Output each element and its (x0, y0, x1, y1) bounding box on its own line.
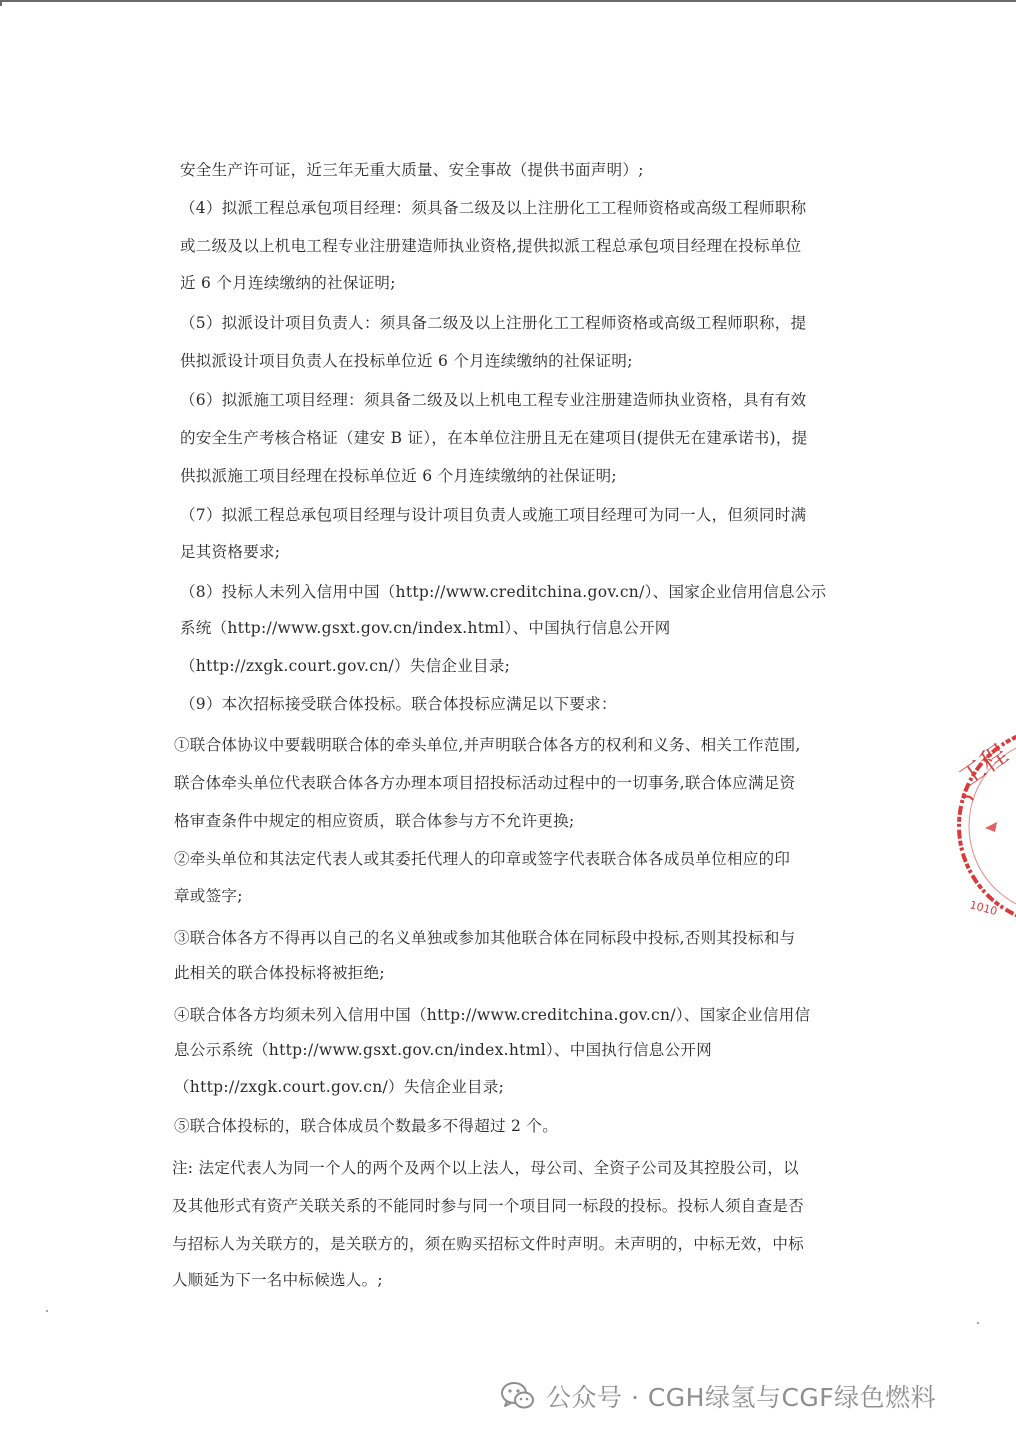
text-line: ③联合体各方不得再以自己的名义单独或参加其他联合体在同标段中投标,否则其投标和与 (174, 929, 796, 947)
watermark (500, 1376, 936, 1416)
text-line: 足其资格要求; (180, 543, 281, 561)
scan-speck (977, 1322, 979, 1324)
text-line: 息公示系统（http://www.gsxt.gov.cn/index.html）、中国执行信息公开网 (174, 1041, 712, 1059)
text-line: 的安全生产考核合格证（建安 B 证），在本单位注册且无在建项目(提供无在建承诺书)，提 (180, 429, 808, 447)
text-line: 与招标人为关联方的，是关联方的，须在购买招标文件时声明。未声明的，中标无效，中标 (172, 1235, 805, 1253)
text-line: （9）本次招标接受联合体投标。联合体投标应满足以下要求： (180, 695, 617, 713)
stamp-number: 1010 (968, 898, 999, 919)
text-line: （4）拟派工程总承包项目经理：须具备二级及以上注册化工工程师资格或高级工程师职称 (180, 199, 807, 217)
text-line: （8）投标人未列入信用中国（http://www.creditchina.gov.cn/）、国家企业信用信息公示 (180, 583, 827, 601)
text-line: 格审查条件中规定的相应资质，联合体参与方不允许更换; (174, 812, 575, 830)
text-line: 近 6 个月连续缴纳的社保证明; (180, 274, 396, 292)
text-line: 人顺延为下一名中标候选人。; (172, 1271, 383, 1289)
text-line: 供拟派设计项目负责人在投标单位近 6 个月连续缴纳的社保证明; (180, 352, 633, 370)
text-line: ⑤联合体投标的，联合体成员个数最多不得超过 2 个。 (174, 1117, 559, 1135)
stamp-text: 工程 (953, 739, 1014, 794)
text-line: （7）拟派工程总承包项目经理与设计项目负责人或施工项目经理可为同一人，但须同时满 (180, 506, 807, 524)
text-line: 联合体牵头单位代表联合体各方办理本项目招投标活动过程中的一切事务,联合体应满足资 (174, 774, 796, 792)
text-line: （6）拟派施工项目经理：须具备二级及以上机电工程专业注册建造师执业资格，具有有效 (180, 391, 807, 409)
text-line: 注: 法定代表人为同一个人的两个及两个以上法人，母公司、全资子公司及其控股公司，以 (172, 1159, 799, 1177)
text-line: ①联合体协议中要载明联合体的牵头单位,并声明联合体各方的权利和义务、相关工作范围, (174, 736, 801, 754)
text-line: 章或签字; (174, 887, 243, 905)
text-line: 安全生产许可证，近三年无重大质量、安全事故（提供书面声明）; (180, 161, 644, 179)
text-line: 系统（http://www.gsxt.gov.cn/index.html）、中国执行信息公开网 (180, 619, 671, 637)
text-line: （http://zxgk.court.gov.cn/）失信企业目录; (174, 1078, 505, 1096)
text-line: （5）拟派设计项目负责人：须具备二级及以上注册化工工程师资格或高级工程师职称，提 (180, 314, 807, 332)
wechat-icon (500, 1381, 536, 1411)
text-line: ②牵头单位和其法定代表人或其委托代理人的印章或签字代表联合体各成员单位相应的印 (174, 850, 791, 868)
text-line: （http://zxgk.court.gov.cn/）失信企业目录; (180, 657, 511, 675)
text-line: 此相关的联合体投标将被拒绝; (174, 964, 385, 982)
text-line: 供拟派施工项目经理在投标单位近 6 个月连续缴纳的社保证明; (180, 467, 617, 485)
scan-speck (46, 1310, 48, 1312)
watermark-text: 公众号 · CGH绿氢与CGF绿色燃料 (546, 1383, 937, 1412)
text-line: 或二级及以上机电工程专业注册建造师执业资格,提供拟派工程总承包项目经理在投标单位 (180, 237, 802, 255)
text-line: ④联合体各方均须未列入信用中国（http://www.creditchina.gov.cn/）、国家企业信用信 (174, 1006, 811, 1024)
red-seal-stamp (945, 718, 1016, 933)
text-line: 及其他形式有资产关联关系的不能同时参与同一个项目同一标段的投标。投标人须自查是否 (172, 1197, 805, 1215)
